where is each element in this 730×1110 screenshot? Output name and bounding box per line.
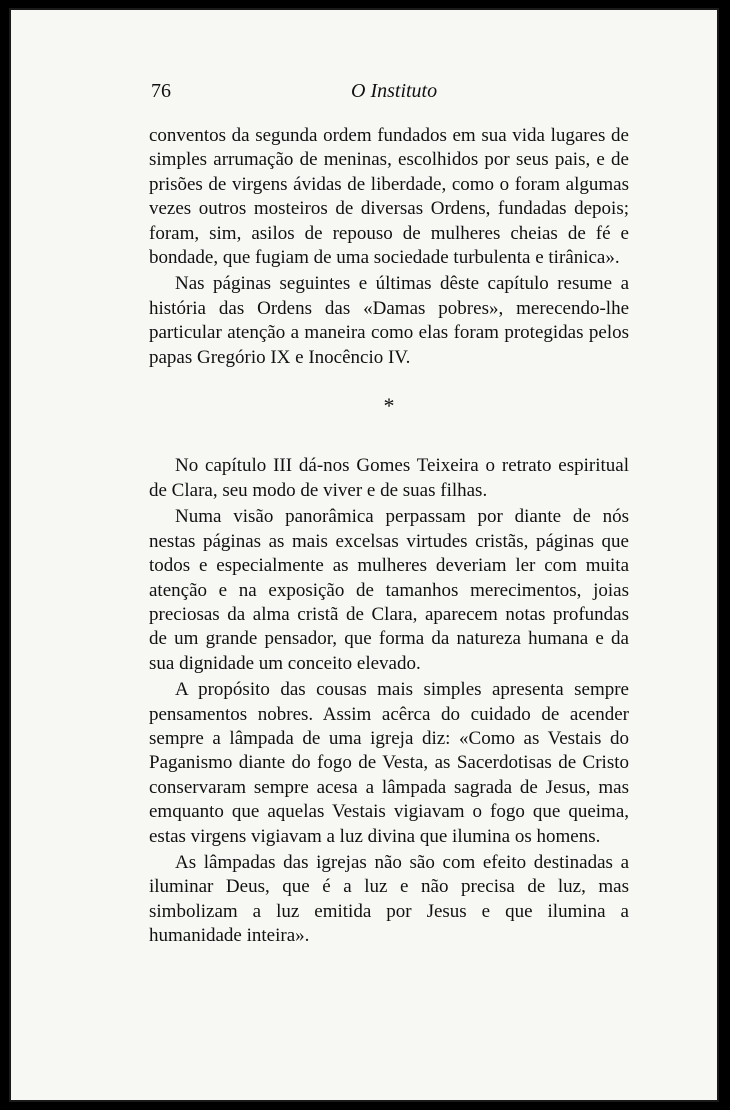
paragraph: conventos da segunda ordem fundados em sua vida lugares de simples arrumação de meninas, escolhidos por seus pais, e de prisões de virgens ávidas de liberdade, como o foram algumas vezes outros mosteiros de diversas Ordens, fundadas depois; foram, sim, asilos de repouso de mulheres cheias de fé e bondade, que fugiam de uma sociedade turbulenta e tirânica». bbox=[149, 125, 629, 269]
running-title: O Instituto bbox=[351, 80, 438, 102]
paragraph: Numa visão panorâmica perpassam por diante de nós nestas páginas as mais excelsas virtudes cristãs, páginas que todos e especialmente as mulheres deveriam ler com muita atenção e na exposição de tamanhos merecimentos, joias preciosas da alma cristã de Clara, aparecem notas profundas de um grande pensador, que forma da natureza humana e da sua dignidade um conceito elevado. bbox=[149, 506, 629, 674]
paragraph: A propósito das cousas mais simples apresenta sempre pensamentos nobres. Assim acêrca do cuidado de acender sempre a lâmpada de uma igreja diz: «Como as Vestais do Paganismo diante do fogo de Vesta, as Sacerdotisas de Cristo conservaram sempre acesa a lâmpada sagrada de Jesus, mas emquanto que aquelas Vestais vigiavam o fogo que queima, estas virgens vigiavam a luz divina que ilumina os homens. bbox=[149, 679, 629, 847]
book-page bbox=[9, 8, 719, 1102]
page-header bbox=[151, 80, 631, 110]
body-text bbox=[149, 124, 629, 951]
page-number: 76 bbox=[151, 80, 171, 102]
section-separator: * bbox=[383, 393, 395, 419]
paragraph: As lâmpadas das igrejas não são com efeito destinadas a iluminar Deus, que é a luz e não precisa de luz, mas simbolizam a luz emitida por Jesus e que ilumina a humanidade inteira». bbox=[149, 851, 629, 947]
paragraph: Nas páginas seguintes e últimas dêste capítulo resume a história das Ordens das «Damas pobres», merecendo-lhe particular atenção a maneira como elas foram protegidas pelos papas Gregório IX e Inocêncio IV. bbox=[149, 273, 629, 368]
paragraph: No capítulo III dá-nos Gomes Teixeira o retrato espiritual de Clara, seu modo de viver e de suas filhas. bbox=[149, 455, 629, 501]
